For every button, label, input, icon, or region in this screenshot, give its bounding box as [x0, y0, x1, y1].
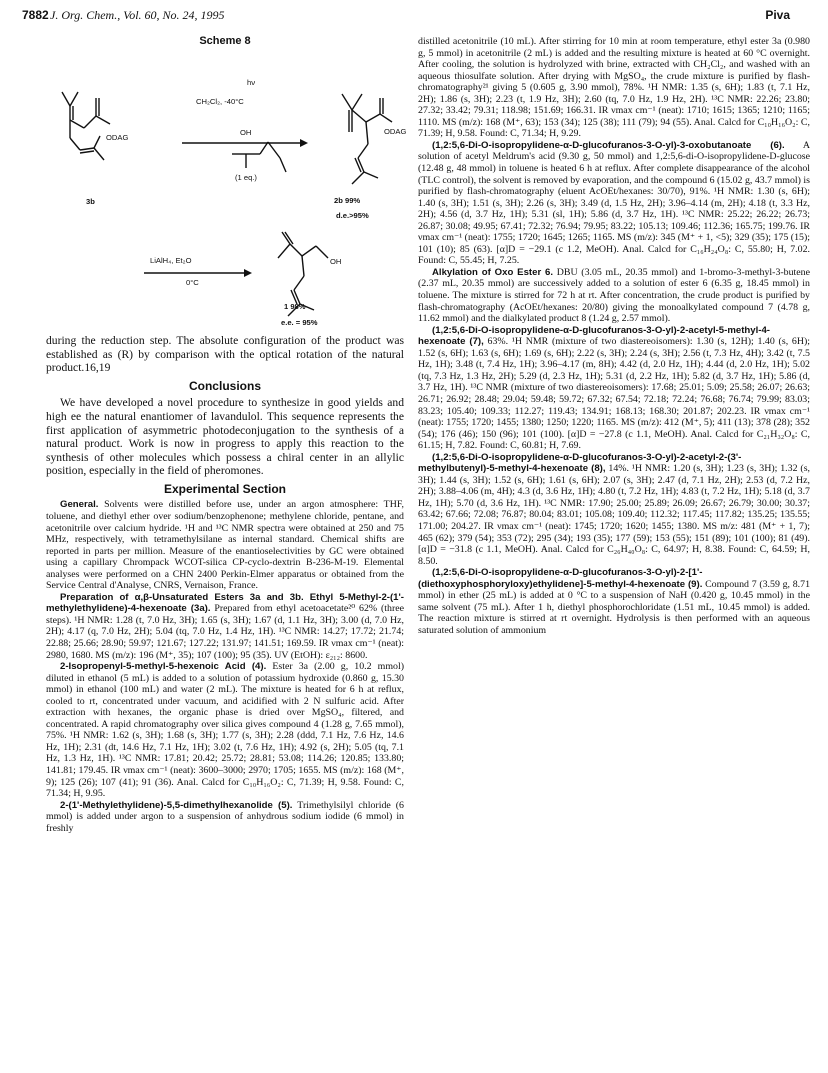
- left-column: [46, 35, 407, 834]
- page-number: 7882: [22, 8, 49, 22]
- hexenoate-9-heading: (1,2:5,6-Di-O-isopropylidene-α-D-glucofuranos-3-O-yl)-2-[1'-(diethoxyphosphoryloxy)ethylidene]-5-methyl-4-hexenoate (9).: [418, 567, 703, 590]
- intro-paragraph: during the reduction step. The absolute configuration of the product was established as (R) by comparison with the optical rotation of the natural product.16,19: [46, 334, 404, 375]
- scheme-condition-1: CH₂Cl₂, -40°C: [196, 97, 244, 106]
- acid-4-heading: 2-Isopropenyl-5-methyl-5-hexenoic Acid (4).: [60, 661, 267, 673]
- structure-amino-alcohol: [232, 142, 286, 172]
- scheme-label-3b: 3b: [86, 197, 95, 206]
- alkylation-heading: Alkylation of Oxo Ester 6.: [432, 266, 554, 278]
- scheme-de: d.e.>95%: [336, 211, 369, 220]
- scheme-title: Scheme 8: [199, 35, 251, 47]
- hexenoate-7-heading: (1,2:5,6-Di-O-isopropylidene-α-D-glucofuranos-3-O-yl)-2-acetyl-5-methyl-4-hexenoate (7),: [418, 324, 770, 348]
- scheme-oh-1: OH: [330, 257, 342, 266]
- scheme-hv: hν: [247, 78, 256, 87]
- scheme-structures: [46, 36, 407, 334]
- journal-citation: J. Org. Chem., Vol. 60, No. 24, 1995: [50, 8, 225, 22]
- hexanolide-5-heading: 2-(1'-Methylethylidene)-5,5-dimethylhexanolide (5).: [60, 799, 293, 811]
- structure-3b: [62, 92, 110, 160]
- scheme-reagent-oh: OH: [240, 128, 252, 137]
- general-paragraph: General. Solvents were distilled before use, under an argon atmosphere: THF, toluene, and diethyl ether over sodium/benzophenone; methylene chloride, pentane, and acetonitrile over calcium hydride. ¹H and ¹³C NMR spectra were obtained at 250 and 75 MHz, respectively, with tetramethylsilane as internal standard. Chemical shifts are reported in parts per million. Measure of the enantioselectivities by GC were obtained using a capillary Chrompack WCOT-silica CP-cyclo-dextrin B-236-M-19. Elemental analyses were performed on a CHN 2400 Perkin-Elmer apparatus or obtained from the Service Central d'Analyse, CNRS, Vernaison, France.: [46, 499, 404, 592]
- alkylation-paragraph: Alkylation of Oxo Ester 6. DBU (3.05 mL, 20.35 mmol) and 1-bromo-3-methyl-3-butene (2.37 mL, 20.35 mmol) are successively added to a solution of ester 6 (6.35 g, 18.45 mmol) in toluene. The mixture is stirred for 72 h at rt. After concentration, the crude product is purified by flash-chromatography (AcOEt/hexanes: 20/80) giving the monoalkylated compound 7 (4.78 g, 11.62 mmol) and the dialkylated product 8 (1.24 g, 2.57 mmol).: [418, 266, 811, 325]
- structure-2b: [342, 94, 392, 184]
- scheme-ee: e.e. = 95%: [281, 318, 318, 327]
- hexanolide-5-continued: distilled acetonitrile (10 mL). After stirring for 10 min at room temperature, ethyl ester 3a (0.980 g, 5 mmol) in acetonitrile (2 mL) is added and the resulting mixture is heated at 60 °C overnight. After cooling, the solution is hydrolyzed with brine, extracted with CH₂Cl₂, and washed with an aqueous thiosulfate solution. After drying with MgSO₄, the crude mixture is purified by flash-chromatography²¹ giving 5 (0.605 g, 3.90 mmol), 78%. ¹H NMR: 1.35 (s, 6H); 1.83 (t, 7.1 Hz, 2H); 1.86 (s, 3H); 2.23 (t, 1.9 Hz, 3H); 2.60 (tq, 7.0 Hz, 1.9 Hz, 2H). ¹³C NMR: 22.26; 23.80; 27.32; 33.42; 79.31; 118.98; 151.69; 166.31. IR νmax cm⁻¹ (neat): 1710; 1615; 1365; 1210; 1165; 1110. MS (m/z): 168 (M⁺, 63); 153 (34); 125 (38); 111 (79); 94 (55). Anal. Calcd for C₁₀H₁₆O₂: C, 71.39; H, 9.58. Found: C, 71.34; H, 9.29.: [418, 36, 810, 140]
- general-heading: General.: [60, 499, 99, 511]
- hexenoate-7-paragraph: (1,2:5,6-Di-O-isopropylidene-α-D-glucofuranos-3-O-yl)-2-acetyl-5-methyl-4-hexenoate (7), 63%. ¹H NMR (mixture of two diastereoisomers): 1.30 (s, 12H); 1.40 (s, 6H); 1.52 (s, 6H); 1.63 (s, 6H); 1.69 (s, 6H); 2.22 (s, 3H); 2.24 (s, 3H); 2.56 (t, 7.3 Hz, 4H); 3.42 (t, 7.5 Hz, 1H); 3.48 (t, 7.4 Hz, 1H); 3.96–4.17 (m, 8H); 4.42 (d, 2.0 Hz, 1H); 4.44 (d, 2.0 Hz, 1H); 5.02 (tq, 7.3 Hz, 1.3 Hz, 2H); 5.29 (d, 2.3 Hz, 1H); 5.31 (d, 2.2 Hz, 1H); 5.82 (d, 3.7 Hz, 1H); 5.86 (d, 3.7 Hz, 1H). ¹³C NMR (mixture of two diastereoisomers): 17.68; 25.01; 5.09; 25.58; 26.07; 26.63; 26.71; 26.92; 28.48; 29.04; 59.48; 59.72; 67.32; 67.54; 72.18; 72.24; 76.68; 76.74; 79.99; 83.03; 83.23; 105.40; 109.33; 112.27; 119.43; 134.91; 168.13; 168.30; 201.87; 202.23. IR νmax cm⁻¹ (neat): 1755; 1720; 1455; 1380; 1250; 1220; 1165. MS (m/z): 412 (M⁺, 5); 411 (13); 378 (28); 352 (54); 176 (46); 150 (96); 101 (100). [α]D = −27.8 (c 1.1, MeOH). Anal. Calcd for C₂₁H₃₂O₈: C, 61.15; H, 7.82. Found: C, 60.81; H, 7.69.: [418, 324, 811, 452]
- esters-3a-3b-heading: Preparation of α,β-Unsaturated Esters 3a and 3b. Ethyl 5-Methyl-2-(1'-methylethylidene)-4-hexenoate (3a).: [46, 591, 404, 615]
- conclusions-paragraph: We have developed a novel procedure to synthesize in good yields and high ee the natural enantiomer of lavandulol. This sequence represents the first application of asymmetric photodeconjugation to the synthesis of a natural product. Work is now in progress to apply this reaction to the synthesis of other molecules which possess a chiral center in an allylic position, especially in the field of pheromones.: [46, 396, 404, 478]
- running-author: Piva: [765, 8, 790, 22]
- oxobutanoate-6-paragraph: (1,2:5,6-Di-O-isopropylidene-α-D-glucofuranos-3-O-yl)-3-oxobutanoate (6). A solution of acetyl Meldrum's acid (9.30 g, 50 mmol) and 1,2:5,6-di-O-isopropylidene-D-glucose (12.48 g, 48 mmol) in toluene is heated 6 h at reflux. After complete disappearance of the alcohol (TLC control), the solvent is removed by evaporation, and the compound 6 (15.02 g, 43.7 mmol) is purified by flash-chromatography (eluent AcOEt/hexanes: 30/70), 91%. ¹H NMR: 1.30 (s, 6H); 1.40 (s, 3H); 1.51 (s, 3H); 2.26 (s, 3H); 3.49 (d, 1.5 Hz, 2H); 3.96–4.14 (m, 2H); 4.18 (t, 3.3 Hz, 2H); 4.56 (d, 3.7 Hz, 1H); 5.31 (sl, 1H); 5.86 (d, 3.7 Hz, 1H). ¹³C NMR: 25.22; 26.22; 26.73; 26.87; 30.08; 49.95; 67.41; 72.32; 76.94; 79.95; 83.22; 105.13; 109.46; 112.36; 165.75; 199.76. IR νmax cm⁻¹ (neat): 1755; 1720; 1645; 1265; 1165. MS (m/z): 345 (M⁺ + 1, <5); 329 (35); 175 (15); 101 (10); 85 (63). [α]D = −29.1 (c 1.2, MeOH). Anal. Calcd for C₁₆H₂₄O₈: C, 55.80; H, 7.02. Found: C, 55.45; H, 7.25.: [418, 139, 810, 267]
- scheme-odag-2b: ODAG: [384, 127, 407, 136]
- scheme-8: [46, 35, 407, 334]
- hexanolide-5-paragraph: 2-(1'-Methylethylidene)-5,5-dimethylhexanolide (5). Trimethylsilyl chloride (6 mmol) is added under argon to a suspension of anhydrous sodium iodide (6 mmol) in freshly: [46, 799, 404, 834]
- oxobutanoate-6-heading: (1,2:5,6-Di-O-isopropylidene-α-D-glucofuranos-3-O-yl)-3-oxobutanoate (6).: [432, 139, 785, 151]
- hexenoate-8-heading: (1,2:5,6-Di-O-isopropylidene-α-D-glucofuranos-3-O-yl)-2-acetyl-2-(3'-methylbutenyl)-5-methyl-4-hexenoate (8),: [418, 451, 742, 475]
- right-column: [418, 36, 810, 636]
- running-header: [0, 8, 828, 26]
- scheme-temp-2: 0°C: [186, 278, 199, 287]
- hexenoate-8-paragraph: (1,2:5,6-Di-O-isopropylidene-α-D-glucofuranos-3-O-yl)-2-acetyl-2-(3'-methylbutenyl)-5-methyl-4-hexenoate (8), 14%. ¹H NMR: 1.20 (s, 3H); 1.23 (s, 3H); 1.32 (s, 3H); 1.44 (s, 3H); 1.52 (s, 6H); 1.61 (s, 6H); 2.07 (s, 3H); 2.47 (d, 7.1 Hz, 2H); 2.53 (d, 7.2 Hz, 2H); 3.88–4.06 (m, 4H); 4.3 (d, 3.6 Hz, 1H); 4.80 (t, 7.2 Hz, 1H); 4.83 (t, 7.2 Hz, 1H); 5.18 (d, 3.7 Hz, 1H); 5.70 (d, 3.6 Hz, 1H). ¹³C NMR: 17.90; 25.00; 25.89; 26.09; 26.67; 26.79; 30.00; 30.37; 63.42; 67.66; 72.08; 76.87; 80.04; 83.01; 105.08; 109.40; 112.32; 117.45; 117.82; 135.25; 135.55; 171.00; 204.27. IR νmax cm⁻¹ (neat): 1745; 1720; 1620; 1455; 1380. MS m/z: 481 (M⁺ + 1, 7); 465 (62); 379 (54); 353 (72); 295 (34); 193 (35); 177 (59); 153 (55); 151 (89); 101 (100); 81 (49). [α]D = −31.8 (c 1.1, MeOH). Anal. Calcd for C₂₆H₄₀O₈: C, 64.97; H, 8.38. Found: C, 64.59; H, 8.50.: [418, 451, 810, 567]
- hexenoate-9-paragraph: (1,2:5,6-Di-O-isopropylidene-α-D-glucofuranos-3-O-yl)-2-[1'-(diethoxyphosphoryloxy)ethylidene]-5-methyl-4-hexenoate (9). Compound 7 (3.59 g, 8.71 mmol) in ether (25 mL) is added at 0 °C to a suspension of NaH (0.420 g, 10.45 mmol) in the same solvent (75 mL). After 1 h, diethyl phosphorochloridate (1.51 mL, 10.45 mmol) is added. The reaction mixture is stirred at rt overnight. Hydrolysis is then performed with an aqueous saturated solution of ammonium: [418, 567, 811, 636]
- esters-3a-3b-paragraph: Preparation of α,β-Unsaturated Esters 3a and 3b. Ethyl 5-Methyl-2-(1'-methylethylidene)-4-hexenoate (3a). Prepared from ethyl acetoacetate²⁰ 62% (three steps). ¹H NMR: 1.28 (t, 7.0 Hz, 3H); 1.65 (s, 3H); 1.67 (d, 1.1 Hz, 3H); 3.00 (d, 7.0 Hz, 2H); 4.17 (q, 7.0 Hz, 2H); 5.04 (tq, 7.0 Hz, 1.4 Hz, 1H). ¹³C NMR: 14.27; 17.72; 21.74; 22.88; 25.66; 28.90; 59.97; 121.67; 127.22; 131.97; 141.51; 169.59. IR νmax cm⁻¹ (neat): 2980, 1680. MS (m/z): 196 (M⁺, 35); 107 (100); 95 (35). UV (EtOH): ε₂₁₂: 8600.: [46, 591, 404, 661]
- scheme-reagent-eq: (1 eq.): [235, 173, 257, 182]
- scheme-label-1: 1 98%: [284, 302, 306, 311]
- experimental-heading: Experimental Section: [163, 481, 287, 496]
- scheme-reagent-2: LiAlH₄, Et₂O: [150, 256, 192, 265]
- scheme-odag-3b: ODAG: [106, 133, 129, 142]
- acid-4-paragraph: 2-Isopropenyl-5-methyl-5-hexenoic Acid (4). Ester 3a (2.00 g, 10.2 mmol) diluted in ethanol (5 mL) is added to a solution of potassium hydroxide (0.860 g, 15.30 mmol) in ethanol (100 mL) and water (2 mL). The mixture is heated for 6 h at reflux, cooled to rt, concentrated under vacuum, and acidified with 2 N sulfuric acid. After extraction with hexanes, the organic phase is dried over MgSO₄, filtered, and concentrated. A rapid chromatography over silica gives compound 4 (1.28 g, 7.65 mmol), 75%. ¹H NMR: 1.62 (s, 3H); 1.68 (s, 3H); 1.77 (s, 3H); 2.28 (ddd, 7.1 Hz, 7.6 Hz, 14.6 Hz, 1H); 2.31 (dt, 14.6 Hz, 7.1 Hz, 1H); 3.02 (t, 7.6 Hz, 1H); 4.92 (s, 2H); 5.05 (tq, 7.1 Hz, 1.3 Hz, 1H). ¹³C NMR: 17.81; 20.42; 25.72; 28.81; 53.08; 114.26; 120.85; 133.80; 141.81; 179.45. IR νmax cm⁻¹ (neat): 3600–3000; 2970; 1705; 1655. MS (m/z): 168 (M⁺, 9); 125 (26); 107 (41); 91 (36). Anal. Calcd for C₁₀H₁₆O₂: C, 71.39; H, 9.58. Found: C, 71.34; H, 9.95.: [46, 661, 404, 800]
- conclusions-heading: Conclusions: [188, 378, 261, 393]
- scheme-label-2b: 2b 99%: [334, 196, 361, 205]
